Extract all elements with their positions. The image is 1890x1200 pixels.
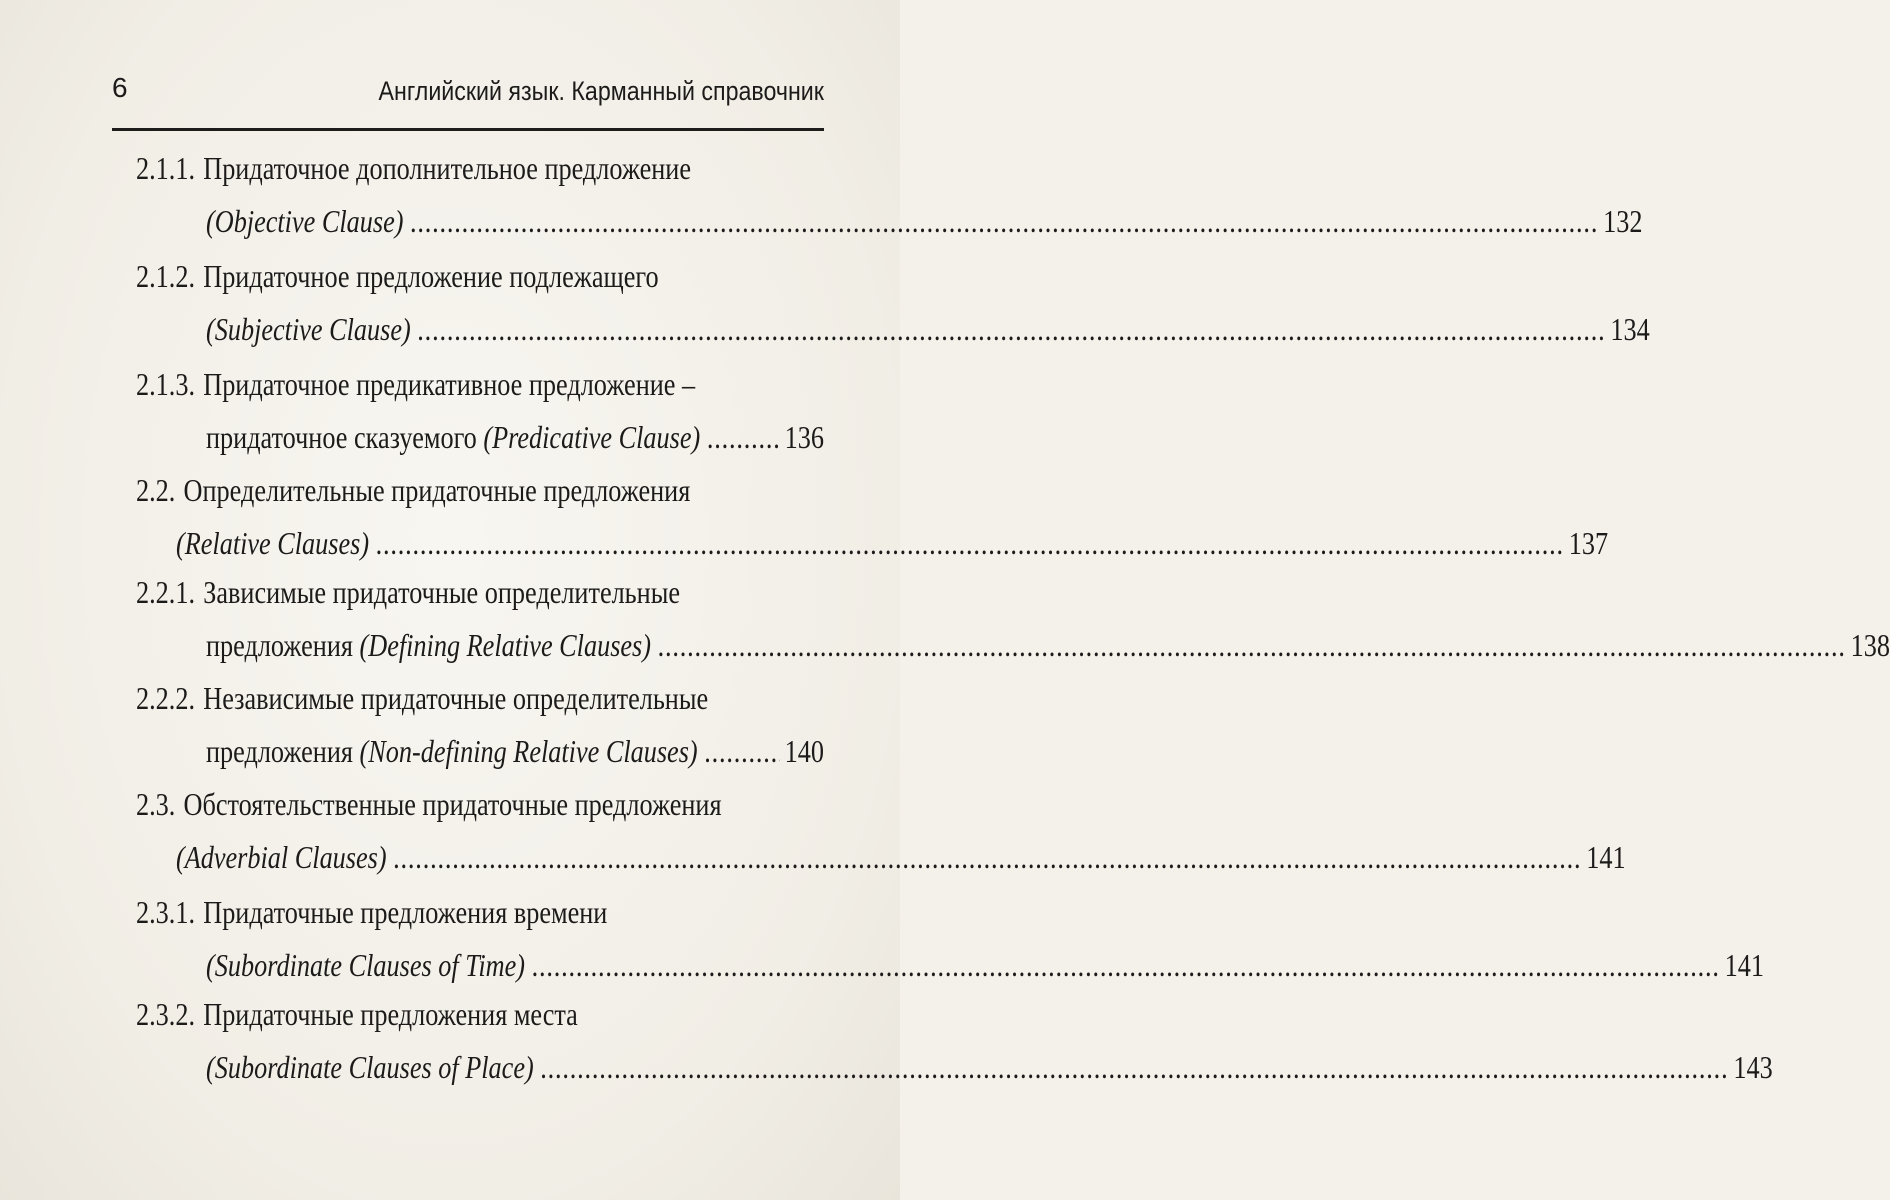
toc-entry-continuation-line [136,733,824,786]
toc-entry-english-term: (Objective Clause) [206,203,404,239]
toc-entry-english-term: (Defining Relative Clauses) [359,627,652,663]
toc-entry[interactable] [136,894,1765,1000]
toc-entry-heading-line [136,680,824,733]
toc-entry-page-number: 136 [784,419,824,455]
toc-entry[interactable] [136,366,824,472]
toc-entry-page-number: 137 [1568,525,1609,561]
toc-entry-english-term: (Subjective Clause) [206,311,411,347]
toc-leader-dots [532,947,1720,984]
toc-entry-title: Придаточное предложение подлежащего [203,258,659,294]
toc-entry-page-number: 141 [1724,947,1765,983]
toc-entry-title-continuation: предложения [206,733,360,769]
toc-entry-page-number: 143 [1733,1049,1773,1085]
toc-entry[interactable] [136,472,1609,578]
toc-leader-dots [707,419,780,456]
toc-entry-heading-line [136,786,824,839]
toc-entry-number: 2.1.3. [136,366,196,402]
toc-entry-continuation-line [136,311,1650,364]
toc-entry-continuation-line [136,1049,1773,1102]
toc-entry-heading-line [136,996,824,1049]
toc-leader-dots [410,203,1598,240]
toc-entry-english-term: (Subordinate Clauses of Time) [206,947,526,983]
toc-entry-continuation-line [136,525,1609,578]
toc-entry-title: Придаточное дополнительное предложение [203,150,691,186]
toc-entry-page-number: 132 [1603,203,1643,239]
toc-entry-title: Независимые придаточные определительные [203,680,709,716]
toc-entry-heading-line [136,472,824,525]
page-number: 6 [112,72,128,103]
toc-entry-title: Зависимые придаточные определительные [203,574,680,610]
toc-entry-english-term: (Subordinate Clauses of Place) [206,1049,534,1085]
toc-entry-title: Определительные придаточные предложения [183,472,691,508]
toc-entry-continuation-line [136,839,1626,892]
toc-entry-title: Обстоятельственные придаточные предложения [183,786,722,822]
toc-entry[interactable] [136,150,1643,256]
toc-leader-dots [376,525,1564,562]
toc-entry-english-term: (Predicative Clause) [483,419,701,455]
toc-entry-title: Придаточное предикативное предложение – [203,366,696,402]
toc-entry-title: Придаточные предложения места [203,996,578,1032]
toc-entry[interactable] [136,786,1626,892]
toc-entry[interactable] [136,996,1773,1102]
toc-entry-page-number: 141 [1586,839,1626,875]
toc-entry-continuation-line [136,627,1890,680]
toc-entry-number: 2.1.1. [136,150,196,186]
toc-entry-continuation-line [136,947,1765,1000]
toc-entry-english-term: (Non-defining Relative Clauses) [359,733,698,769]
toc-entry[interactable] [136,680,824,786]
toc-entry-continuation-line [136,203,1643,256]
toc-entry-page-number: 134 [1610,311,1650,347]
toc-entry-number: 2.3.1. [136,894,196,930]
toc-entry-heading-line [136,258,824,311]
toc-entry-english-term: (Relative Clauses) [176,525,370,561]
toc-entry-heading-line [136,150,824,203]
page-header [112,68,824,120]
toc-entry[interactable] [136,258,1650,364]
toc-entry-number: 2.2. [136,472,176,508]
toc-entry[interactable] [136,574,1890,680]
toc-entry-title-continuation: придаточное сказуемого [206,419,484,455]
toc-leader-dots [393,839,1581,876]
toc-entry-heading-line [136,894,824,947]
toc-entry-number: 2.2.1. [136,574,196,610]
toc-entry-number: 2.2.2. [136,680,196,716]
toc-entry-continuation-line [136,419,824,472]
toc-entry-title-continuation: предложения [206,627,360,663]
header-rule [112,128,824,131]
toc-entry-number: 2.1.2. [136,258,196,294]
toc-entry-page-number: 138 [1850,627,1890,663]
toc-entry-title: Придаточные предложения времени [203,894,608,930]
toc-entry-number: 2.3. [136,786,176,822]
toc-entry-heading-line [136,366,824,419]
running-title: Английский язык. Карманный справочник [378,76,824,106]
toc-leader-dots [658,627,1846,664]
toc-entry-number: 2.3.2. [136,996,196,1032]
toc-leader-dots [540,1049,1728,1086]
toc-entry-page-number: 140 [784,733,824,769]
toc-entry-english-term: (Adverbial Clauses) [176,839,387,875]
toc-leader-dots [417,311,1605,348]
toc-entry-heading-line [136,574,824,627]
toc-leader-dots [704,733,780,770]
